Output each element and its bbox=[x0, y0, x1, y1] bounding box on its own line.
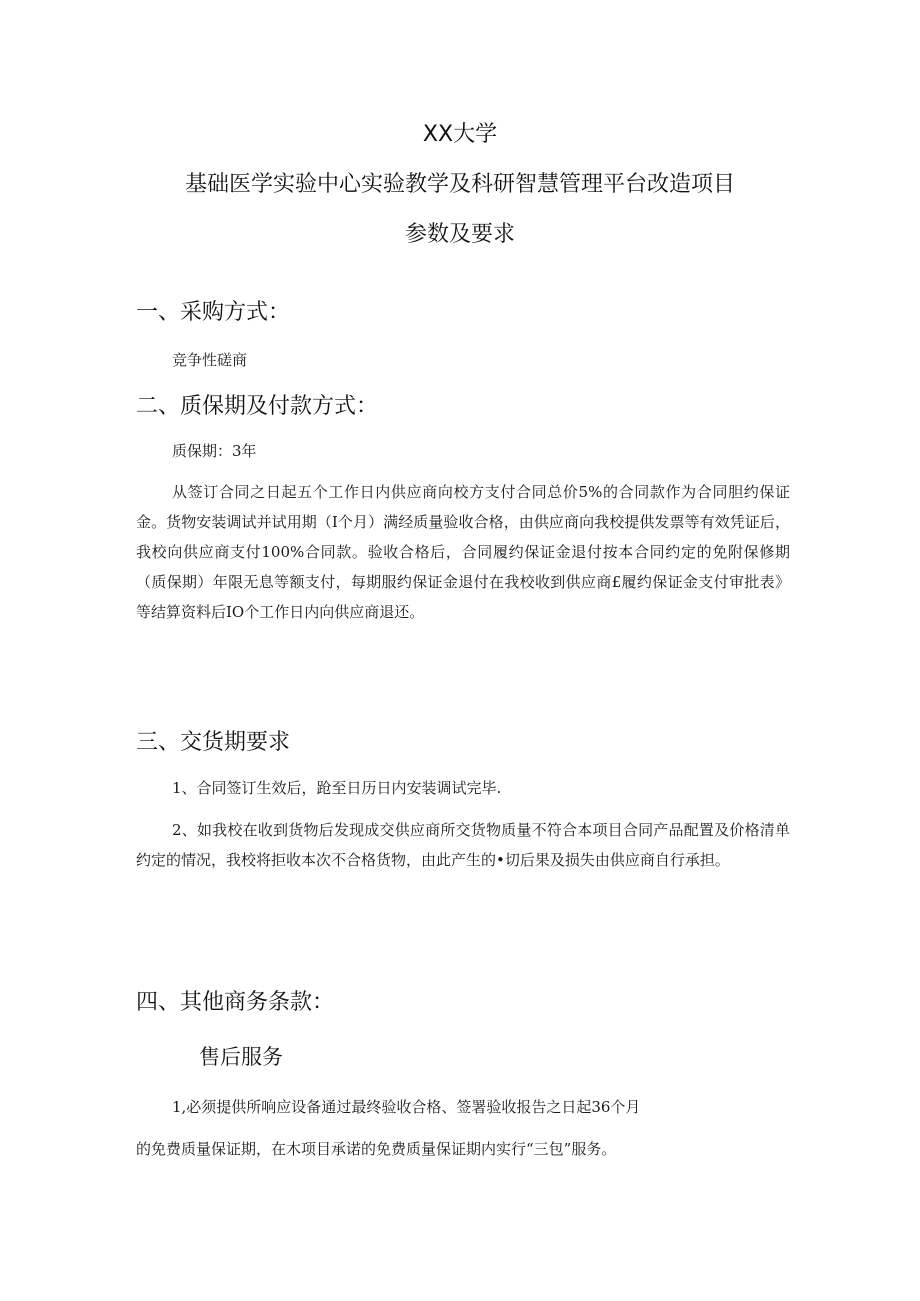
section-heading-delivery: 三、交货期要求 bbox=[136, 730, 291, 755]
payment-terms-paragraph: 从签订合同之日起五个工作日内供应商向校方支付合同总价5%的合同款作为合同胆约保证金。货物安装调试并试用期（I个月）满经质量验收合格，由供应商向我校提供发票等有效凭证后，我校向供应商支付100%合同款。验收合格后，合同履约保证金退付按本合同约定的免附保修期（质保期）年限无息等额支付，每期服约保证金退付在我校收到供应商£履约保证金支付审批表》等结算资料后IO个工作日内向供应商退还。 bbox=[136, 483, 790, 621]
warranty-period: 质保期：3年 bbox=[172, 442, 257, 460]
section-heading-warranty-payment: 二、质保期及付款方式： bbox=[136, 394, 379, 419]
procurement-method-value: 竞争性磋商 bbox=[172, 351, 248, 369]
after-sales-subheading: 售后服务 bbox=[199, 1045, 283, 1069]
document-title-subtitle: 参数及要求 bbox=[404, 222, 515, 247]
section-heading-procurement-method: 一、采购方式： bbox=[136, 300, 291, 325]
after-sales-item-1-line-2: 的免费质量保证期，在木项目承诺的免费质量保证期内实行“三包”服务。 bbox=[136, 1140, 617, 1158]
delivery-item-2: 2、如我校在收到货物后发现成交供应商所交货物质量不符合本项目合同产品配置及价格清单约定的情况，我校将拒收本次不合格货物，由此产生的•切后果及损失由供应商自行承担。 bbox=[136, 821, 790, 869]
section-heading-other-terms: 四、其他商务条款： bbox=[136, 990, 335, 1015]
after-sales-item-1-line-1: 1,必须提供所响应设备通过最终验收合格、签署验收报告之日起36个月 bbox=[172, 1098, 641, 1116]
document-title-university: XX大学 bbox=[422, 122, 498, 147]
document-title-project: 基础医学实验中心实验教学及科研智慧管理平台改造项目 bbox=[184, 172, 735, 197]
delivery-item-1: 1、合同签订生效后，跄至日历日内安装调试完毕. bbox=[172, 779, 502, 797]
